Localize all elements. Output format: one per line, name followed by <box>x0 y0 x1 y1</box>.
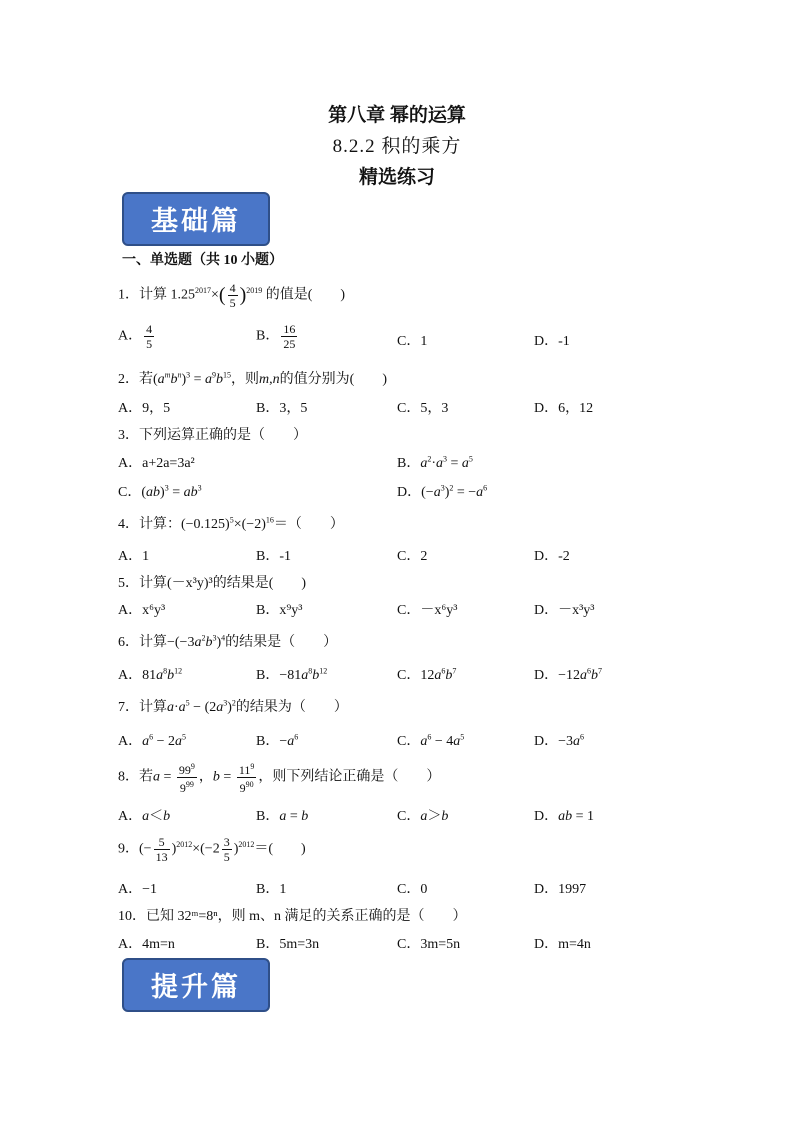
section-heading: 一、单选题（共 10 小题） <box>122 253 283 268</box>
question-8: 8．若a = $\frac{99^9}{9^{99}}$ ，b = $\frac{11^9}{9^{90}}$ ，则下列结论正确是（ ） <box>118 762 441 795</box>
question-3: 3．下列运算正确的是（ ） <box>118 428 307 443</box>
q6-option-b[interactable]: B．$-81a^8b^{12}$ <box>256 666 328 683</box>
q2-option-a[interactable]: A．9，5 <box>118 401 171 416</box>
q3-option-a[interactable]: A．a+2a=3a² <box>118 456 195 471</box>
q10-option-c[interactable]: C．3m=5n <box>397 937 461 952</box>
page-subtitle: 精选练习 <box>358 167 435 188</box>
basic-badge: 基础篇 <box>122 192 270 246</box>
q3-option-b[interactable]: B．$a^2\cdot a^3 = a^5$ <box>397 454 473 471</box>
question-9: 9．(− $\frac{5}{13}$ )$^{2012}$×(−2 $\frac{3}{5}$ )$^{2012}$＝( ) <box>118 835 306 864</box>
q4-option-c[interactable]: C．2 <box>397 549 428 564</box>
question-2: 2．若$(a^mb^n)^3 = a^9b^{15}$，则m,n的值分别为( ) <box>118 370 387 387</box>
q7-option-b[interactable]: B．$-a^6$ <box>256 732 299 749</box>
q4-option-b[interactable]: B．-1 <box>256 549 291 564</box>
q3-option-d[interactable]: D．$(-a^3)^2 = -a^6$ <box>397 483 488 500</box>
q6-option-c[interactable]: C．$12a^6b^7$ <box>397 666 457 683</box>
q1-option-d[interactable]: D．-1 <box>534 334 570 349</box>
section-title: 8.2.2 积的乘方 <box>332 136 462 157</box>
q6-option-a[interactable]: A．$81a^8b^{12}$ <box>118 666 183 683</box>
q8-option-c[interactable]: C．a＞b <box>397 809 449 824</box>
q1-option-a[interactable]: A． $\frac{4}{5}$ <box>118 322 153 351</box>
q8-option-a[interactable]: A．a＜b <box>118 809 171 824</box>
chapter-title: 第八章 幂的运算 <box>328 105 466 126</box>
question-5: 5．计算(－x³y)³的结果是( ) <box>118 576 307 591</box>
q5-option-c[interactable]: C．－x⁶y³ <box>397 603 458 618</box>
q10-option-a[interactable]: A．4m=n <box>118 937 175 952</box>
question-10: 10．已知 32ᵐ=8ⁿ，则 m、n 满足的关系正确的是（ ） <box>118 909 467 924</box>
q1-option-b[interactable]: B． $\frac{16}{25}$ <box>256 322 296 351</box>
q2-option-d[interactable]: D．6，12 <box>534 401 594 416</box>
question-7: 7．计算$a\cdot a^5 - (2a^3)^2$的结果为（ ） <box>118 698 348 715</box>
q2-option-c[interactable]: C．5，3 <box>397 401 449 416</box>
q5-option-d[interactable]: D．－x³y³ <box>534 603 595 618</box>
q9-option-c[interactable]: C．0 <box>397 882 428 897</box>
q5-option-a[interactable]: A．x⁶y³ <box>118 603 166 618</box>
question-6: 6．计算$-(-3a^2b^3)^4$的结果是（ ） <box>118 633 338 650</box>
q5-option-b[interactable]: B．x⁹y³ <box>256 603 303 618</box>
q7-option-c[interactable]: C．$a^6 - 4a^5$ <box>397 732 465 749</box>
question-4: 4．计算：$(-0.125)^5\times(-2)^{16}=$（ ） <box>118 515 344 532</box>
q3-option-c[interactable]: C．$(ab)^3 = ab^3$ <box>118 483 202 500</box>
q4-option-d[interactable]: D．-2 <box>534 549 570 564</box>
q9-option-b[interactable]: B．1 <box>256 882 287 897</box>
advanced-badge: 提升篇 <box>122 958 270 1012</box>
q9-option-d[interactable]: D．1997 <box>534 882 587 897</box>
q9-option-a[interactable]: A．−1 <box>118 882 158 897</box>
q2-option-b[interactable]: B．3，5 <box>256 401 308 416</box>
q4-option-a[interactable]: A．1 <box>118 549 150 564</box>
question-1: 1．计算 $1.25^{2017}\times$( $\frac{4}{5}$ )$^{2019}$ 的值是( ) <box>118 281 346 310</box>
q7-option-a[interactable]: A．$a^6 - 2a^5$ <box>118 732 187 749</box>
q8-option-d[interactable]: D．ab = 1 <box>534 809 595 824</box>
q1-option-c[interactable]: C．1 <box>397 334 428 349</box>
q8-option-b[interactable]: B．a = b <box>256 809 309 824</box>
q6-option-d[interactable]: D．$-12a^6b^7$ <box>534 666 603 683</box>
q7-option-d[interactable]: D．$-3a^6$ <box>534 732 585 749</box>
q10-option-b[interactable]: B．5m=3n <box>256 937 320 952</box>
q10-option-d[interactable]: D．m=4n <box>534 937 591 952</box>
